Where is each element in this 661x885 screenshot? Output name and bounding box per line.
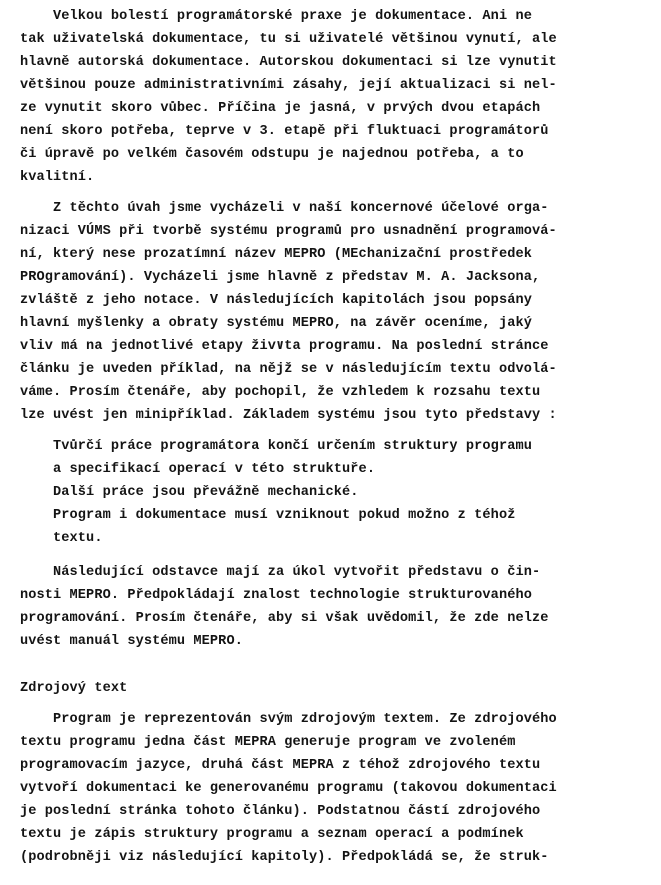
text-line: programovacím jazyce, druhá část MEPRA z téhož zdrojového textu	[20, 758, 541, 773]
text-line: není skoro potřeba, teprve v 3. etapě při fluktuaci programátorů	[20, 124, 549, 139]
text-line: vytvoří dokumentaci ke generovanému programu (takovou dokumentaci	[20, 781, 557, 796]
text-line: Program i dokumentace musí vzniknout pokud možno z téhož	[20, 508, 516, 523]
text-line: Program je reprezentován svým zdrojovým textem. Ze zdrojového	[20, 712, 557, 727]
section-heading: Zdrojový text	[20, 681, 128, 696]
text-line: ze vynutit skoro vůbec. Příčina je jasná, v prvých dvou etapách	[20, 101, 541, 116]
text-line: programování. Prosím čtenáře, aby si však uvědomil, že zde nelze	[20, 611, 549, 626]
text-line: Další práce jsou převážně mechanické.	[20, 485, 359, 500]
text-line: textu.	[20, 531, 103, 546]
text-line: a specifikací operací v této struktuře.	[20, 462, 376, 477]
text-line: Následující odstavce mají za úkol vytvořit představu o čin-	[20, 565, 541, 580]
text-line: lze uvést jen minipříklad. Základem systému jsou tyto představy :	[20, 408, 557, 423]
text-line: Z těchto úvah jsme vycházeli v naší koncernové účelové orga-	[20, 201, 549, 216]
text-line: hlavní myšlenky a obraty systému MEPRO, na závěr oceníme, jaký	[20, 316, 532, 331]
text-line: tak uživatelská dokumentace, tu si uživatelé většinou vynutí, ale	[20, 32, 557, 47]
text-line: textu je zápis struktury programu a seznam operací a podmínek	[20, 827, 524, 842]
text-line: PROgramování). Vycházeli jsme hlavně z představ M. A. Jacksona,	[20, 270, 541, 285]
text-line: váme. Prosím čtenáře, aby pochopil, že vzhledem k rozsahu textu	[20, 385, 541, 400]
text-line: ní, který nese prozatímní název MEPRO (MEchanizační prostředek	[20, 247, 532, 262]
text-line: většinou pouze administrativními zásahy, její aktualizaci si nel-	[20, 78, 557, 93]
text-line: kvalitní.	[20, 170, 95, 185]
text-line: textu programu jedna část MEPRA generuje program ve zvoleném	[20, 735, 516, 750]
text-line: uvést manuál systému MEPRO.	[20, 634, 243, 649]
text-line: Tvůrčí práce programátora končí určením struktury programu	[20, 439, 532, 454]
text-line: nizaci VÚMS při tvorbě systému programů pro usnadnění programová-	[20, 224, 557, 239]
text-line: hlavně autorská dokumentace. Autorskou dokumentaci si lze vynutit	[20, 55, 557, 70]
text-line: Velkou bolestí programátorské praxe je dokumentace. Ani ne	[20, 9, 532, 24]
text-line: vliv má na jednotlivé etapy živ∨ta programu. Na poslední stránce	[20, 339, 549, 354]
text-line: (podrobněji viz následující kapitoly). Předpokládá se, že struk-	[20, 850, 549, 865]
text-line: či úpravě po velkém časovém odstupu je najednou potřeba, a to	[20, 147, 524, 162]
text-line: zvláště z jeho notace. V následujících kapitolách jsou popsány	[20, 293, 532, 308]
text-line: je poslední stránka tohoto článku). Podstatnou částí zdrojového	[20, 804, 541, 819]
text-line: článku je uveden příklad, na nějž se v následujícím textu odvolá-	[20, 362, 557, 377]
text-line: nosti MEPRO. Předpokládají znalost technologie strukturovaného	[20, 588, 532, 603]
